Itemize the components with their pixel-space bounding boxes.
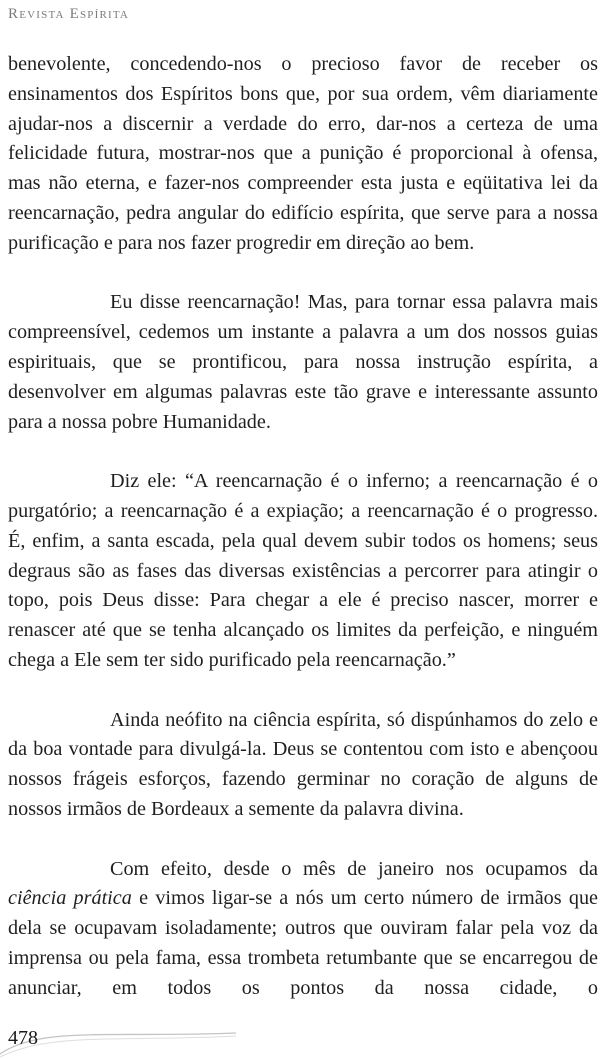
paragraph-5-end: e vimos ligar-se a nós um certo número de irmãos que dela se ocupavam isoladamente; outros que ouviram falar pela voz da imprensa ou pela fama, essa trombeta retumbante que se encarregou de anunciar, em todos os pontos da nossa cidade, o — [8, 887, 598, 999]
running-header: Revista Espírita — [8, 6, 130, 22]
paragraph-5-start: Com efeito, desde o mês de janeiro nos ocupamos da — [110, 857, 598, 880]
page-number: 478 — [8, 1027, 38, 1049]
paragraph-1: benevolente, concedendo-nos o precioso favor de receber os ensinamentos dos Espíritos bons que, por sua ordem, vêm diariamente ajudar-nos a discernir a verdade do erro, dar-nos a certeza de uma felicidade futura, mostrar-nos que a punição é proporcional à ofensa, mas não eterna, e fazer-nos compreender esta justa e eqüitativa lei da reencarnação, pedra angular do edifício espírita, que serve para a nossa purificação e para nos fazer progredir em direção ao bem. — [8, 53, 598, 254]
paragraph-5-italic-term: ciência prática — [8, 887, 132, 910]
body-text — [8, 50, 598, 1004]
paragraph-4: Ainda neófito na ciência espírita, só dispúnhamos do zelo e da boa vontade para divulgá-la. Deus se contentou com isto e abençoou nossos frágeis esforços, fazendo germinar no coração de alguns de nossos irmãos de Bordeaux a semente da palavra divina. — [8, 708, 598, 820]
paragraph-2: Eu disse reencarnação! Mas, para tornar essa palavra mais compreensível, cedemos um instante a palavra a um dos nossos guias espirituais, que se prontificou, para nossa instrução espírita, a desenvolver em algumas palavras este tão grave e interessante assunto para a nossa pobre Humanidade. — [8, 291, 598, 433]
paragraph-5 — [8, 855, 598, 1004]
paragraph-3: Diz ele: “A reencarnação é o inferno; a reencarnação é o purgatório; a reencarnação é a expiação; a reencarnação é o progresso. É, enfim, a santa escada, pela qual devem subir todos os homens; seus degraus são as fases das diversas existências a percorrer para atingir o topo, pois Deus disse: Para chegar a ele é preciso nascer, morrer e renascer até que se tenha alcançado os limites da perfeição, e ninguém chega a Ele sem ter sido purificado pela reencarnação.” — [8, 470, 598, 671]
